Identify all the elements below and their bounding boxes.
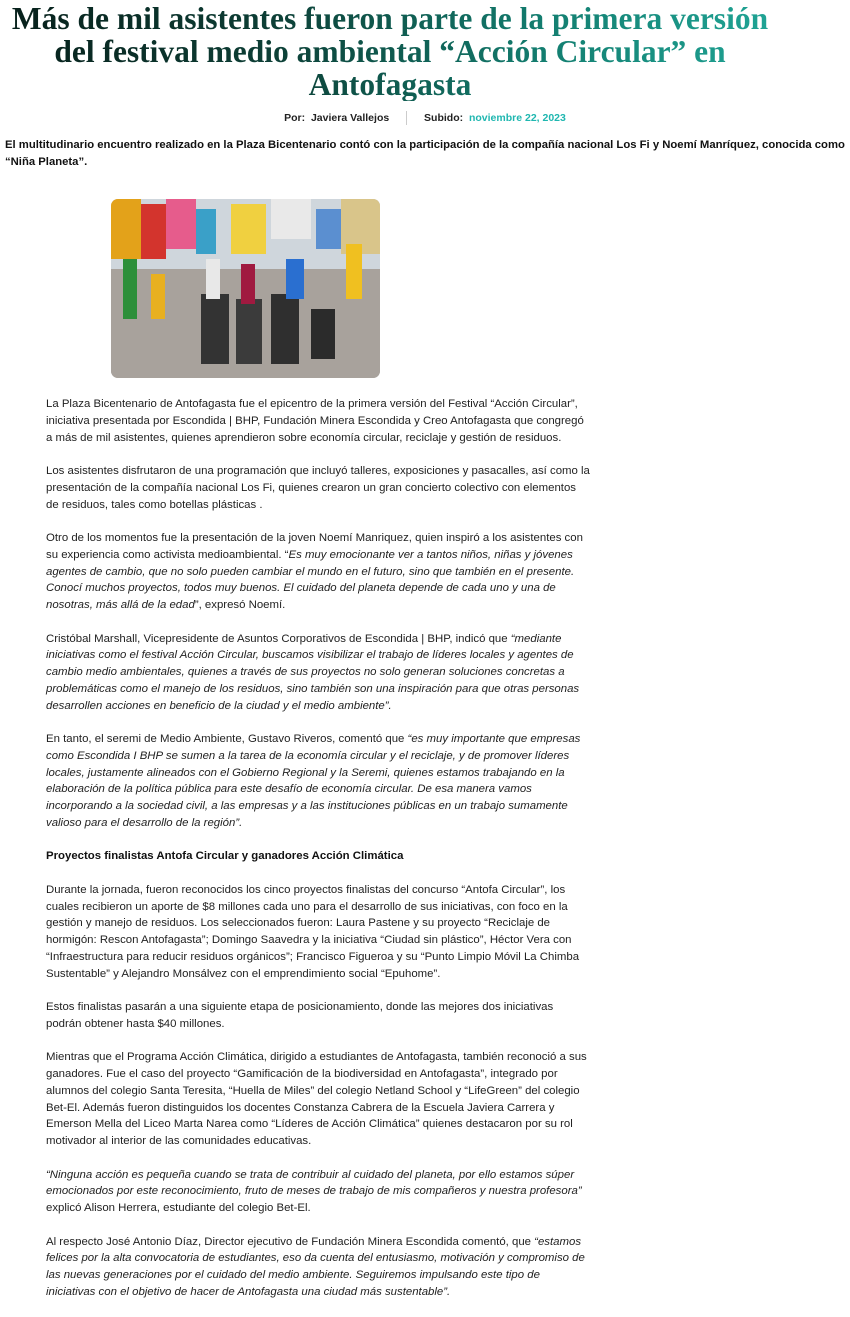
- article-paragraph: [46, 631, 591, 715]
- meta-divider: [406, 111, 407, 125]
- paragraph-text: ”, expresó Noemí.: [194, 599, 286, 611]
- quote-text: “Ninguna acción es pequeña cuando se trata de contribuir al cuidado del planeta, por ello estamos súper emocionados por este reconocimiento, fruto de meses de trabajo de mis compañeros y nuestra profesora”: [46, 1168, 582, 1198]
- paragraph-text: Durante la jornada, fueron reconocidos los cinco proyectos finalistas del concurso “Antofa Circular”, los cuales recibieron un aporte de $8 millones cada uno para el desarrollo de sus iniciativas, con foco en la gestión y manejo de residuos. Los seleccionados fueron: Laura Pastene y su proyecto “Reciclaje de hormigón: Rescon Antofagasta”; Domingo Saavedra y la iniciativa “Ciudad sin plástico”, Héctor Vera con “Infraestructura para reducir residuos orgánicos”; Francisco Figueroa y su “Punto Limpio Móvil La Chimba Sustentable” y Alejandro Monsálvez con el emprendimiento social “Epuhome”.: [46, 883, 580, 980]
- article-paragraph: [46, 1234, 591, 1301]
- article-paragraph: [46, 882, 591, 983]
- paragraph-text: Proyectos finalistas Antofa Circular y ganadores Acción Climática: [46, 850, 404, 863]
- paragraph-text: explicó Alison Herrera, estudiante del colegio Bet-El.: [46, 1202, 311, 1214]
- by-label: Por:: [284, 111, 306, 124]
- paragraph-text: Cristóbal Marshall, Vicepresidente de Asuntos Corporativos de Escondida | BHP, indicó que: [46, 632, 511, 645]
- article-paragraph: [46, 999, 591, 1033]
- quote-text: “estamos felices por la alta convocatoria de estudiantes, eso da cuenta del entusiasmo, motivación y compromiso de las nuevas generaciones por el cuidado del medio ambiente. Seguiremos impulsando este tipo de iniciativas con el objetivo de hacer de Antofagasta una ciudad más sustentable”.: [46, 1235, 585, 1298]
- quote-text: “es muy importante que empresas como Escondida I BHP se sumen a la tarea de la economía circular y el reciclaje, y de promover líderes locales, justamente alineados con el Gobierno Regional y la Seremi, quienes estamos trabajando en la elaboración de la política pública para este desafío de economía circular. De esa manera vamos incorporando a la sociedad civil, a las empresas y a las instituciones públicas en un trabajo sumamente valioso para el desarrollo de la región”.: [46, 733, 581, 829]
- paragraph-text: Mientras que el Programa Acción Climática, dirigido a estudiantes de Antofagasta, también reconoció a sus ganadores. Fue el caso del proyecto “Gamificación de la biodiversidad en Antofagasta”, integrado por alumnos del colegio Santa Teresita, “Huella de Miles” del colegio Netland School y “LifeGreen” del colegio Bet-El. Además fueron distinguidos los docentes Constanza Cabrera de la Escuela Javiera Carrera y Emerson Mella del Liceo Marta Narea como “Líderes de Acción Climática” quienes destacaron por su rol motivador al interior de las comunidades educativas.: [46, 1051, 587, 1147]
- article-paragraph: [46, 1049, 591, 1150]
- article-paragraph: [46, 396, 591, 446]
- section-heading: [46, 848, 591, 865]
- paragraph-text: La Plaza Bicentenario de Antofagasta fue el epicentro de la primera versión del Festival “Acción Circular”, iniciativa presentada por Escondida | BHP, Fundación Minera Escondida y Creo Antofagasta que congregó a más de mil asistentes, quienes aprendieron sobre economía circular, reciclaje y gestión de residuos.: [46, 398, 584, 444]
- article-paragraph: [46, 1167, 591, 1217]
- paragraph-text: Los asistentes disfrutaron de una programación que incluyó talleres, exposiciones y pasacalles, así como la presentación de la compañía nacional Los Fi, quienes crearon un gran concierto colectivo con elementos de residuos, tales como botellas plásticas .: [46, 465, 590, 511]
- article-meta: [0, 111, 850, 125]
- paragraph-text: Estos finalistas pasarán a una siguiente etapa de posicionamiento, donde las mejores dos iniciativas podrán obtener hasta $40 millones.: [46, 1001, 554, 1030]
- article-photo: [111, 199, 380, 378]
- publish-date[interactable]: noviembre 22, 2023: [468, 111, 566, 124]
- quote-text: Es muy emocionante ver a tantos niños, niñas y jóvenes agentes de cambio, que no solo pueden cambiar el mundo en el futuro, sino que también en el presente. Conocí muchos proyectos, todos muy buenos. El cuidado del planeta depende de cada uno y una de nosotras, más allá de la edad: [46, 548, 575, 611]
- article-body: [46, 396, 591, 1317]
- paragraph-text: Otro de los momentos fue la presentación de la joven Noemí Manriquez, quien inspiró a los asistentes con su experiencia como activista medioambiental. “: [46, 532, 583, 561]
- article-title: Más de mil asistentes fueron parte de la primera versión del festival medio ambiental “Acción Circular” en Antofagasta: [0, 2, 780, 101]
- paragraph-text: Al respecto José Antonio Díaz, Director ejecutivo de Fundación Minera Escondida comentó, que: [46, 1235, 535, 1248]
- article-paragraph: [46, 463, 591, 513]
- paragraph-text: En tanto, el seremi de Medio Ambiente, Gustavo Riveros, comentó que: [46, 733, 408, 745]
- festival-photo-illustration: [111, 199, 380, 378]
- article-lead: El multitudinario encuentro realizado en la Plaza Bicentenario contó con la participación de la compañía nacional Los Fi y Noemí Manríquez, conocida como “Niña Planeta”.: [5, 139, 845, 168]
- author-link[interactable]: Javiera Vallejos: [310, 111, 390, 124]
- quote-text: “mediante iniciativas como el festival Acción Circular, buscamos visibilizar el trabajo de líderes locales y agentes de cambio medio ambientales, quienes a través de sus proyectos no solo generan soluciones concretas a problemáticas como el manejo de los residuos, sino también son una inspiración para que otras personas desarrollen acciones en beneficio de la ciudad y el medio ambiente”.: [46, 632, 580, 712]
- article-paragraph: [46, 530, 591, 614]
- article-paragraph: [46, 731, 591, 832]
- uploaded-label: Subido:: [424, 111, 464, 124]
